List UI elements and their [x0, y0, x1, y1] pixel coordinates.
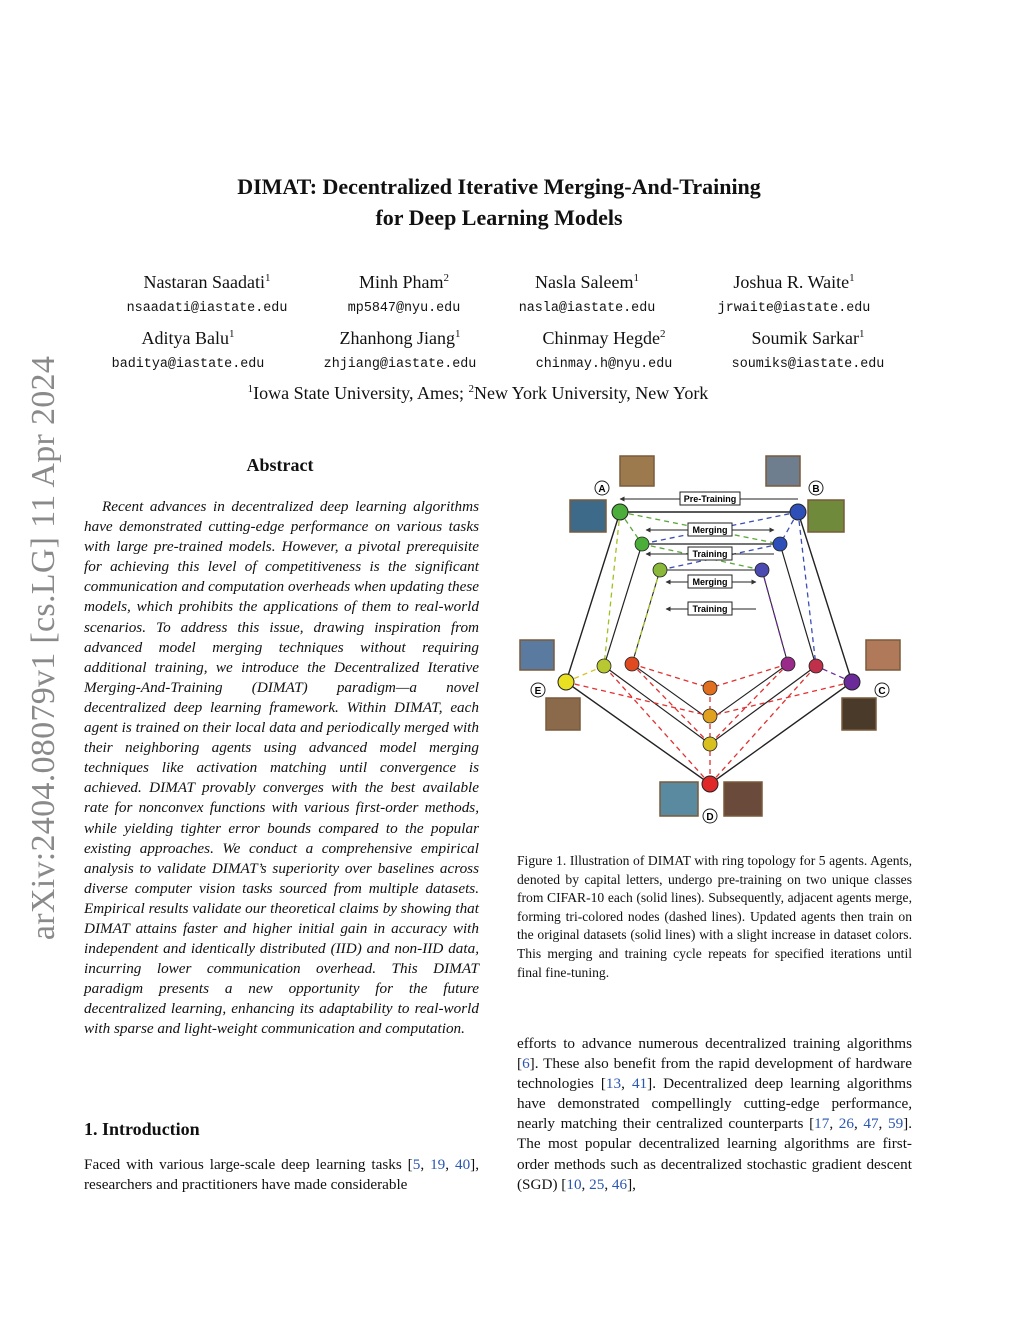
paper-title-line2: for Deep Learning Models	[375, 205, 623, 230]
author-name: Aditya Balu	[141, 328, 229, 348]
text-run: ],	[627, 1175, 636, 1193]
abstract-text: Recent advances in decentralized deep learning algorithms have demonstrated cutting-edge performance on various tasks with large pre-trained models. However, a pivotal prerequisite for achieving this level of competitiveness is the significant communication and computation overheads when updating these models, which prohibits the applications of them to real-world scenarios. To address this issue, drawing inspiration from advanced model merging techniques without requiring additional training, we introduce the Decentralized Iterative Merging-And-Training (DIMAT) paradigm—a novel decentralized deep learning framework. Within DIMAT, each agent is trained on their local data and periodically merged with their neighboring agents using advanced model merging techniques like activation matching until convergence is achieved. DIMAT provably converges with the best available rate for nonconvex functions with various first-order methods, while yielding tighter error bounds compared to the popular existing approaches. We conduct a comprehensive empirical analysis to validate DIMAT’s superiority over baselines across diverse computer vision tasks sourced from multiple datasets. Empirical results validate our theoretical claims by showing that DIMAT attains faster and higher initial gain in accuracy with independent and identically distributed (IID) and non-IID data, incurring lower communication overhead. This DIMAT paradigm presents a new opportunity for the future decentralized learning, enhancing its adaptability to real-world with sparse and light-weight communication and computation.	[84, 498, 479, 1038]
agent-label-d: D	[706, 812, 714, 823]
merge-edge	[798, 512, 816, 666]
citation-link[interactable]: 41	[631, 1075, 648, 1093]
author-name: Chinmay Hegde	[542, 328, 660, 348]
author-affil-sup: 2	[443, 272, 449, 284]
text-run: ,	[621, 1075, 632, 1093]
citation-link[interactable]: 10	[566, 1175, 582, 1193]
citation-link[interactable]: 13	[605, 1075, 622, 1093]
text-run: ]. These also benefit from the rapid development of hardware technologies [	[517, 1055, 912, 1093]
text-run: ,	[853, 1115, 864, 1133]
pretraining-label: Pre-Training	[683, 494, 737, 504]
merged-node	[597, 659, 611, 673]
author-name: Joshua R. Waite	[733, 272, 850, 292]
author-name: Minh Pham	[358, 272, 444, 292]
agent-label-a: A	[598, 484, 606, 495]
text-run: ,	[445, 1156, 455, 1173]
citation-link[interactable]: 17	[814, 1115, 830, 1133]
author-block	[78, 328, 298, 372]
text-run: ,	[420, 1156, 431, 1173]
affil-sup-2: 2	[468, 383, 474, 395]
intro-paragraph	[84, 1155, 479, 1195]
dog-image-thumbnail	[620, 456, 654, 486]
cat-image-thumbnail	[724, 782, 762, 816]
author-email[interactable]: chinmay.h@nyu.edu	[535, 357, 673, 372]
author-block	[494, 328, 714, 372]
training-label: Training	[692, 604, 728, 614]
text-run: ]. The most popular decentralized learning algorithms are first-order methods such as decentralized stochastic gradient descent (SGD) [	[517, 1115, 913, 1193]
author-affil-sup: 1	[849, 272, 855, 284]
agent-label-c: C	[878, 686, 886, 697]
text-run: ,	[581, 1175, 590, 1193]
merging-label: Merging	[692, 525, 728, 535]
merged-node	[773, 537, 787, 551]
author-email[interactable]: zhjiang@iastate.edu	[323, 357, 477, 372]
horse-image-thumbnail	[842, 698, 876, 730]
agent-node	[844, 674, 860, 690]
merged-node	[703, 737, 717, 751]
affiliation-1: Iowa State University, Ames;	[253, 383, 469, 403]
author-block	[477, 272, 697, 316]
author-name: Nastaran Saadati	[143, 272, 265, 292]
merging-label: Merging	[692, 577, 728, 587]
merge-edge	[566, 682, 710, 716]
merge-edge	[710, 682, 852, 716]
agent-label-e: E	[534, 686, 542, 697]
merged-node	[653, 563, 667, 577]
author-block	[97, 272, 317, 316]
training-label: Training	[692, 549, 728, 559]
author-block	[684, 272, 904, 316]
merged-node	[809, 659, 823, 673]
agent-label-b: B	[812, 484, 820, 495]
author-affil-sup: 1	[633, 272, 639, 284]
figure-caption: Figure 1. Illustration of DIMAT with ring topology for 5 agents. Agents, denoted by capital letters, undergo pre-training on two unique classes from CIFAR-10 each (solid lines). Subsequently, adjacent agents merge, forming tri-colored nodes (dashed lines). Updated agents then train on the original datasets (solid lines) with a slight increase in dataset colors. This merging and training cycle repeats for specified iterations until final fine-tuning.	[517, 853, 912, 980]
citation-link[interactable]: 25	[589, 1175, 605, 1193]
author-affil-sup: 1	[454, 328, 461, 340]
intro-paragraph-continued	[517, 1034, 912, 1195]
ship-image-thumbnail	[660, 782, 698, 816]
author-affil-sup: 1	[229, 328, 235, 340]
bird-image-thumbnail	[866, 640, 900, 670]
author-name: Zhanhong Jiang	[339, 328, 455, 348]
author-block	[698, 328, 918, 372]
affiliation-2: New York University, New York	[473, 383, 709, 403]
author-affil-sup: 2	[659, 328, 666, 340]
author-affil-sup: 1	[859, 328, 865, 340]
text-run: ]. Decentralized deep learning algorithms have demonstrated compellingly cutting-edge performance, nearly matching their centralized counterparts [	[517, 1075, 912, 1133]
author-name: Nasla Saleem	[535, 272, 634, 292]
author-email[interactable]: nsaadati@iastate.edu	[126, 301, 288, 316]
deer-image-thumbnail	[546, 698, 580, 730]
merged-node	[703, 709, 717, 723]
agent-node	[790, 504, 806, 520]
frog-image-thumbnail	[808, 500, 844, 532]
citation-link[interactable]: 26	[838, 1115, 854, 1133]
author-email[interactable]: jrwaite@iastate.edu	[717, 301, 871, 316]
text-run: efforts to advance numerous decentralized training algorithms [	[517, 1035, 912, 1073]
text-run: ,	[829, 1115, 839, 1133]
agent-node	[702, 776, 718, 792]
author-affil-sup: 1	[264, 272, 271, 284]
author-email[interactable]: soumiks@iastate.edu	[731, 357, 885, 372]
merged-node	[635, 537, 649, 551]
merged-node	[755, 563, 769, 577]
merged-node	[625, 657, 639, 671]
text-run: ,	[604, 1175, 612, 1193]
abstract-heading: Abstract	[246, 455, 314, 475]
citation-link[interactable]: 19	[430, 1156, 446, 1173]
affil-sup-1: 1	[247, 383, 254, 395]
paper-title-line1: DIMAT: Decentralized Iterative Merging-And-Training	[237, 174, 761, 199]
agent-node	[558, 674, 574, 690]
merged-node	[781, 657, 795, 671]
citation-link[interactable]: 46	[611, 1175, 628, 1193]
truck-image-thumbnail	[520, 640, 554, 670]
citation-link[interactable]: 47	[863, 1115, 879, 1133]
section-heading: 1. Introduction	[84, 1119, 200, 1139]
affiliations	[0, 383, 956, 404]
merged-node	[703, 681, 717, 695]
citation-link[interactable]: 40	[454, 1156, 471, 1173]
author-email[interactable]: mp5847@nyu.edu	[347, 301, 461, 316]
dimat-ring-figure	[516, 452, 916, 832]
author-name: Soumik Sarkar	[751, 328, 859, 348]
citation-link[interactable]: 5	[412, 1156, 421, 1173]
text-run: Faced with various large-scale deep learning tasks [	[84, 1156, 413, 1173]
author-block	[290, 328, 510, 372]
arxiv-identifier: arXiv:2404.08079v1 [cs.LG] 11 Apr 2024	[25, 355, 62, 941]
agent-node	[612, 504, 628, 520]
automobile-image-thumbnail	[766, 456, 800, 486]
citation-link[interactable]: 59	[887, 1115, 904, 1133]
text-run: ], researchers and practitioners have made considerable	[84, 1156, 480, 1194]
author-email[interactable]: baditya@iastate.edu	[111, 357, 265, 372]
author-email[interactable]: nasla@iastate.edu	[518, 301, 656, 316]
text-run: ,	[878, 1115, 888, 1133]
airplane-image-thumbnail	[570, 500, 606, 532]
citation-link[interactable]: 6	[522, 1055, 530, 1073]
